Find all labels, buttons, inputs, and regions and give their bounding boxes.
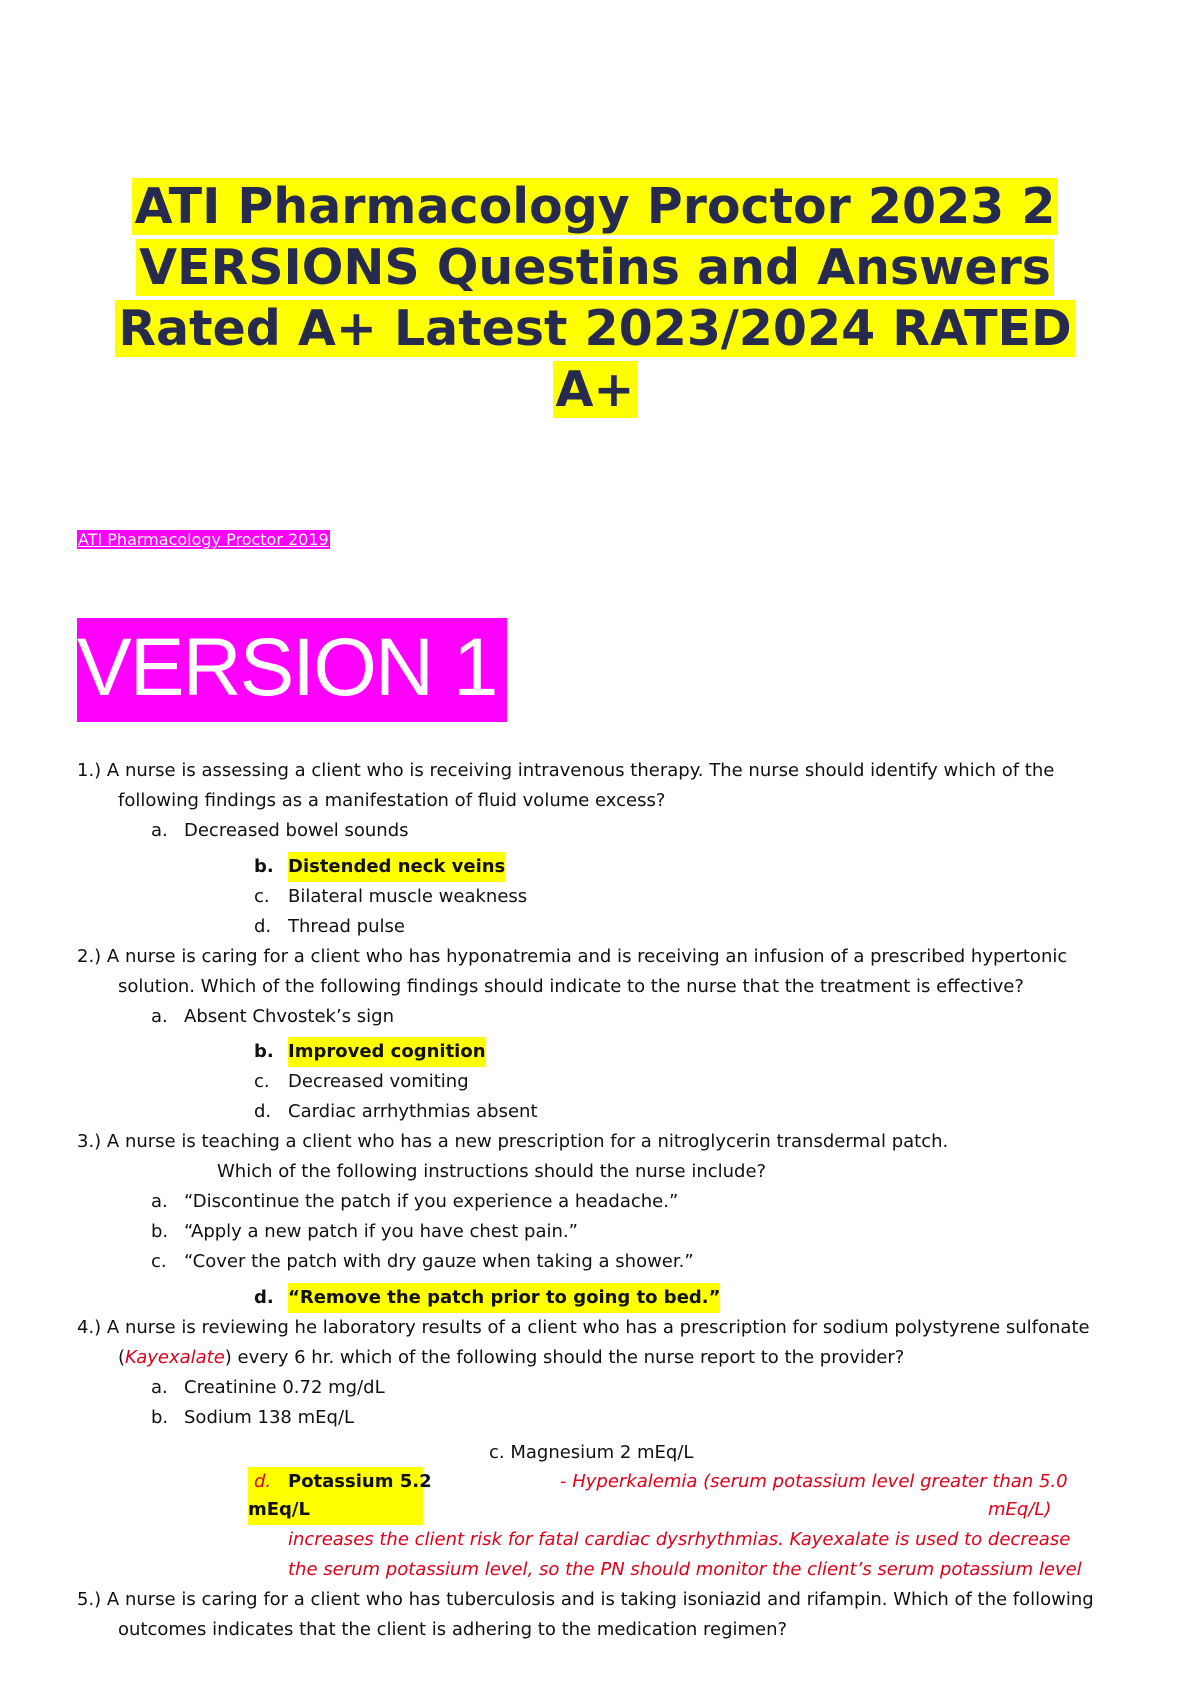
title-line-2: VERSIONS Questins and Answers <box>136 239 1054 296</box>
q1-option-d: Thread pulse <box>288 916 405 937</box>
q4-rationale-line-4: the serum potassium level, so the PN should monitor the client’s serum potassium level <box>288 1559 1082 1580</box>
q1-option-d-letter: d. <box>254 916 272 937</box>
q4-option-d-correct: Potassium 5.2 <box>288 1471 432 1492</box>
q2-option-c-letter: c. <box>254 1071 270 1092</box>
q4-option-c: c. Magnesium 2 mEq/L <box>489 1442 694 1463</box>
q1-option-a-letter: a. <box>151 820 168 841</box>
q4-stem-rest: ) every 6 hr. which of the following should the nurse report to the provider? <box>224 1347 905 1368</box>
q1-stem-line-2: following findings as a manifestation of fluid volume excess? <box>118 790 666 811</box>
q2-option-a-letter: a. <box>151 1006 168 1027</box>
q2-option-b-correct: Improved cognition <box>288 1037 486 1067</box>
q4-option-d-unit: mEq/L <box>248 1499 310 1520</box>
q3-option-a: “Discontinue the patch if you experience a headache.” <box>184 1191 679 1212</box>
q4-rationale-line-2: mEq/L) <box>988 1499 1052 1520</box>
q4-option-a-letter: a. <box>151 1377 168 1398</box>
q3-stem-line-1: 3.) A nurse is teaching a client who has a new prescription for a nitroglycerin transdermal patch. <box>77 1131 949 1152</box>
q2-option-c: Decreased vomiting <box>288 1071 469 1092</box>
q4-stem-line-2 <box>118 1343 904 1373</box>
q4-option-b-letter: b. <box>151 1407 169 1428</box>
q3-option-c: “Cover the patch with dry gauze when taking a shower.” <box>184 1251 694 1272</box>
q1-option-a: Decreased bowel sounds <box>184 820 409 841</box>
q3-option-c-letter: c. <box>151 1251 167 1272</box>
q3-option-b-letter: b. <box>151 1221 169 1242</box>
q2-option-b-letter: b. <box>254 1041 274 1062</box>
q2-option-a: Absent Chvostek’s sign <box>184 1006 394 1027</box>
q4-rationale-line-1: - Hyperkalemia (serum potassium level greater than 5.0 <box>560 1471 1068 1492</box>
q4-drug-name: Kayexalate <box>125 1347 225 1368</box>
q5-stem-line-1: 5.) A nurse is caring for a client who has tuberculosis and is taking isoniazid and rifampin. Which of the following <box>77 1589 1094 1610</box>
title-line-3: Rated A+ Latest 2023/2024 RATED <box>115 300 1074 357</box>
q2-stem-line-2: solution. Which of the following findings should indicate to the nurse that the treatment is effective? <box>118 976 1024 997</box>
q1-stem-line-1: 1.) A nurse is assessing a client who is receiving intravenous therapy. The nurse should identify which of the <box>77 760 1055 781</box>
title-line-4: A+ <box>553 361 638 418</box>
q4-stem-line-1: 4.) A nurse is reviewing he laboratory results of a client who has a prescription for sodium polystyrene sulfonate <box>77 1317 1090 1338</box>
q2-option-d-letter: d. <box>254 1101 272 1122</box>
q3-stem-line-2: Which of the following instructions should the nurse include? <box>217 1161 767 1182</box>
q4-stem-paren: ( <box>118 1347 126 1368</box>
q3-option-d-letter: d. <box>254 1287 274 1308</box>
document-title <box>40 176 1150 420</box>
q4-option-d-letter: d. <box>254 1471 272 1492</box>
q1-option-b-correct: Distended neck veins <box>288 852 505 882</box>
q5-stem-line-2: outcomes indicates that the client is adhering to the medication regimen? <box>118 1619 788 1640</box>
q1-option-c-letter: c. <box>254 886 270 907</box>
version-heading: VERSION 1 <box>77 618 507 722</box>
q3-option-b: “Apply a new patch if you have chest pain.” <box>184 1221 578 1242</box>
q2-option-d: Cardiac arrhythmias absent <box>288 1101 538 1122</box>
q3-option-a-letter: a. <box>151 1191 168 1212</box>
q4-rationale-line-3: increases the client risk for fatal cardiac dysrhythmias. Kayexalate is used to decrease <box>288 1529 1071 1550</box>
q4-option-a: Creatinine 0.72 mg/dL <box>184 1377 385 1398</box>
title-line-1: ATI Pharmacology Proctor 2023 2 <box>132 178 1059 235</box>
q3-option-d-correct: “Remove the patch prior to going to bed.” <box>288 1283 720 1313</box>
q1-option-b-letter: b. <box>254 856 274 877</box>
q1-option-c: Bilateral muscle weakness <box>288 886 528 907</box>
proctor-2019-link[interactable]: ATI Pharmacology Proctor 2019 <box>78 530 329 549</box>
q2-stem-line-1: 2.) A nurse is caring for a client who has hyponatremia and is receiving an infusion of a prescribed hypertonic <box>77 946 1068 967</box>
q4-option-b: Sodium 138 mEq/L <box>184 1407 355 1428</box>
